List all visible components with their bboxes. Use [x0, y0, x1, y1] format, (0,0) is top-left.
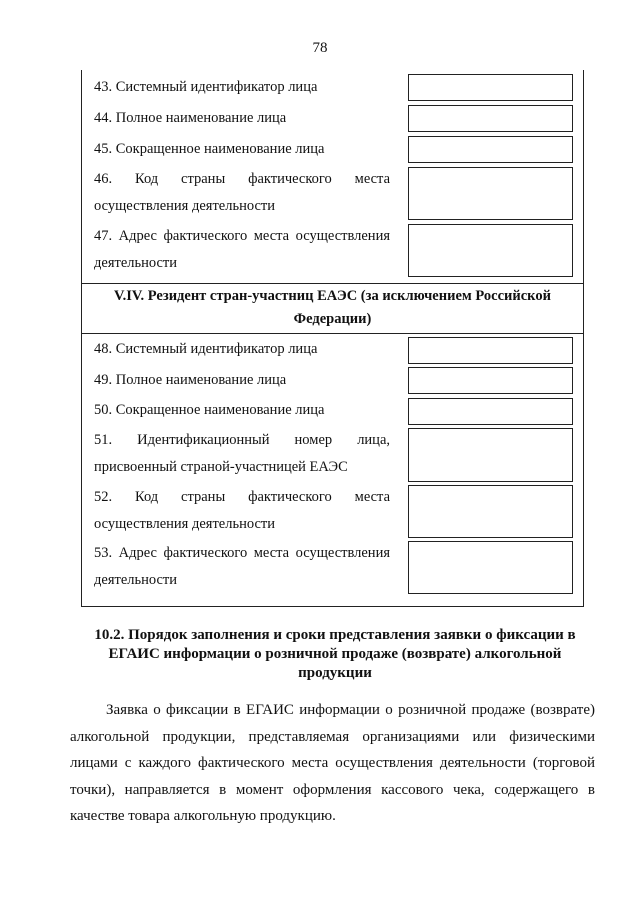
table-border-left	[81, 70, 82, 607]
field-label-53: 53. Адрес фактического места осуществления деятельности	[94, 545, 390, 588]
field-box-51[interactable]	[408, 428, 573, 482]
field-box-50[interactable]	[408, 398, 573, 425]
field-label-47: 47. Адрес фактического места осуществления деятельности	[94, 228, 390, 271]
field-box-53[interactable]	[408, 541, 573, 594]
section-heading: 10.2. Порядок заполнения и сроки представления заявки о фиксации в ЕГАИС информации о розничной продаже (возврате) алкогольной продукции	[94, 627, 576, 681]
table-divider	[81, 333, 584, 334]
page-number: 78	[312, 40, 328, 56]
section-title: V.IV. Резидент стран-участниц ЕАЭС (за исключением Российской Федерации)	[114, 288, 551, 327]
field-label-44: 44. Полное наименование лица	[94, 110, 287, 126]
field-label-50: 50. Сокращенное наименование лица	[94, 402, 325, 418]
field-box-48[interactable]	[408, 337, 573, 364]
field-box-44[interactable]	[408, 105, 573, 132]
table-border-bottom	[81, 606, 584, 607]
field-label-48: 48. Системный идентификатор лица	[94, 341, 318, 357]
field-box-43[interactable]	[408, 74, 573, 101]
field-box-46[interactable]	[408, 167, 573, 220]
field-box-52[interactable]	[408, 485, 573, 538]
field-label-43: 43. Системный идентификатор лица	[94, 79, 318, 95]
field-label-45: 45. Сокращенное наименование лица	[94, 141, 325, 157]
field-label-52: 52. Код страны фактического места осуществления деятельности	[94, 489, 390, 532]
table-border-right	[583, 70, 584, 607]
field-box-47[interactable]	[408, 224, 573, 277]
field-box-45[interactable]	[408, 136, 573, 163]
field-box-49[interactable]	[408, 367, 573, 394]
field-label-49: 49. Полное наименование лица	[94, 372, 287, 388]
field-label-51: 51. Идентификационный номер лица, присвоенный страной-участницей ЕАЭС	[94, 432, 391, 475]
table-divider	[81, 283, 584, 284]
field-label-46: 46. Код страны фактического места осуществления деятельности	[94, 171, 390, 214]
body-paragraph: Заявка о фиксации в ЕГАИС информации о розничной продаже (возврате) алкогольной продукции, представляемая организациями или физическими лицами с каждого фактического места осуществления деятельности (торговой точки), направляется в момент оформления кассового чека, содержащего в качестве товара алкогольную продукцию.	[70, 702, 595, 824]
